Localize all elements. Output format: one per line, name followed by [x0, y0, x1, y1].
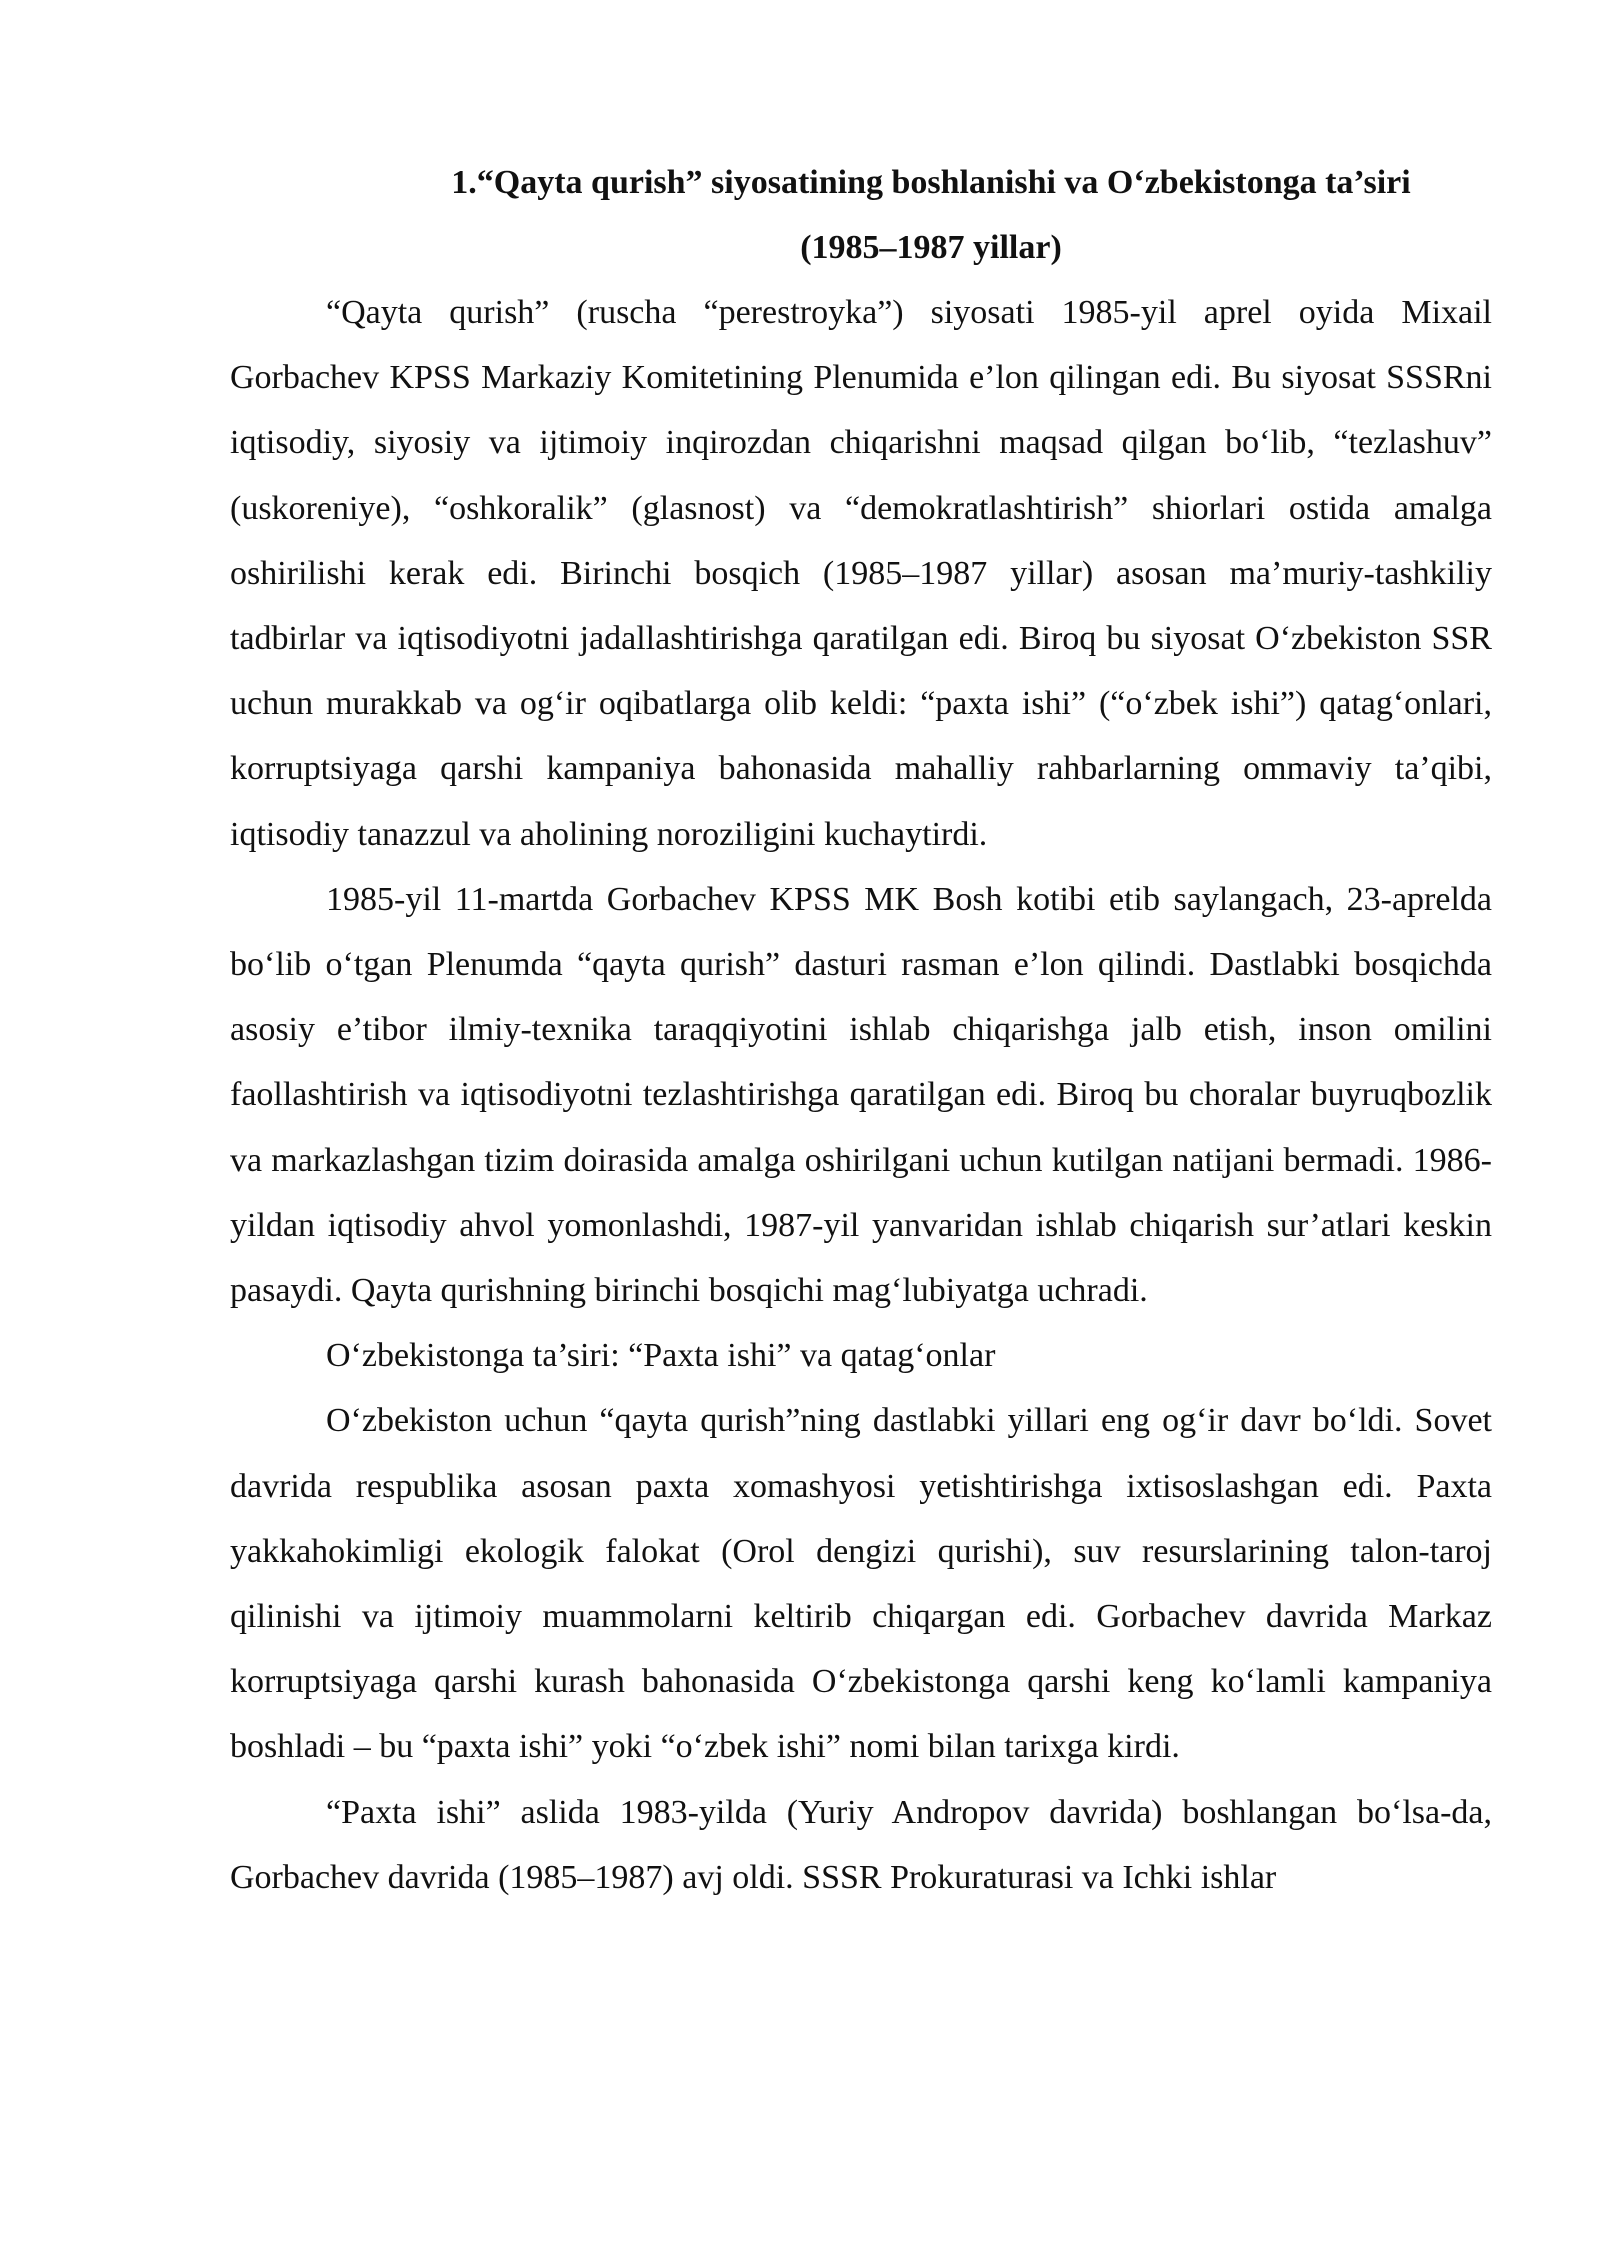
subheading: O‘zbekistonga ta’siri: “Paxta ishi” va qatag‘onlar	[326, 1337, 996, 1375]
document-body	[230, 150, 1492, 1910]
paragraph-2: 1985-yil 11-martda Gorbachev KPSS MK Bosh kotibi etib saylangach, 23-aprelda bo‘lib o‘tgan Plenumda “qayta qurish” dasturi rasman e’lon qilindi. Dastlabki bosqichda asosiy e’tibor ilmiy-texnika taraqqiyotini ishlab chiqarishga jalb etish, inson omilini faollashtirish va iqtisodiyotni tezlashtirishga qaratilgan edi. Biroq bu choralar buyruqbozlik va markazlashgan tizim doirasida amalga oshirilgani uchun kutilgan natijani bermadi. 1986-yildan iqtisodiy ahvol yomonlashdi, 1987-yil yanvaridan ishlab chiqarish sur’atlari keskin pasaydi. Qayta qurishning birinchi bosqichi mag‘lubiyatga uchradi.	[230, 880, 1492, 1310]
section-title-line-1: 1.“Qayta qurish” siyosatining boshlanishi va O‘zbekistonga ta’siri	[451, 164, 1411, 201]
section-title	[230, 150, 1492, 280]
paragraph-4: “Paxta ishi” aslida 1983-yilda (Yuriy Andropov davrida) boshlangan bo‘lsa-da, Gorbachev davrida (1985–1987) avj oldi. SSSR Prokuraturasi va Ichki ishlar	[230, 1793, 1492, 1896]
paragraph-1: “Qayta qurish” (ruscha “perestroyka”) siyosati 1985-yil aprel oyida Mixail Gorbachev KPSS Markaziy Komitetining Plenumida e’lon qilingan edi. Bu siyosat SSSRni iqtisodiy, siyosiy va ijtimoiy inqirozdan chiqarishni maqsad qilgan bo‘lib, “tezlashuv” (uskoreniye), “oshkoralik” (glasnost) va “demokratlashtirish” shiorlari ostida amalga oshirilishi kerak edi. Birinchi bosqich (1985–1987 yillar) asosan ma’muriy-tashkiliy tadbirlar va iqtisodiyotni jadallashtirishga qaratilgan edi. Biroq bu siyosat O‘zbekiston SSR uchun murakkab va og‘ir oqibatlarga olib keldi: “paxta ishi” (“o‘zbek ishi”) qatag‘onlari, korruptsiyaga qarshi kampaniya bahonasida mahalliy rahbarlarning ommaviy ta’qibi, iqtisodiy tanazzul va aholining noroziligini kuchaytirdi.	[230, 294, 1492, 853]
section-title-line-2: (1985–1987 yillar)	[800, 229, 1062, 266]
paragraph-3: O‘zbekiston uchun “qayta qurish”ning dastlabki yillari eng og‘ir davr bo‘ldi. Sovet davrida respublika asosan paxta xomashyosi yetishtirishga ixtisoslashgan edi. Paxta yakkahokimligi ekologik falokat (Orol dengizi qurishi), suv resurslarining talon-taroj qilinishi va ijtimoiy muammolarni keltirib chiqargan edi. Gorbachev davrida Markaz korruptsiyaga qarshi kurash bahonasida O‘zbekistonga qarshi keng ko‘lamli kampaniya boshladi – bu “paxta ishi” yoki “o‘zbek ishi” nomi bilan tarixga kirdi.	[230, 1402, 1492, 1766]
